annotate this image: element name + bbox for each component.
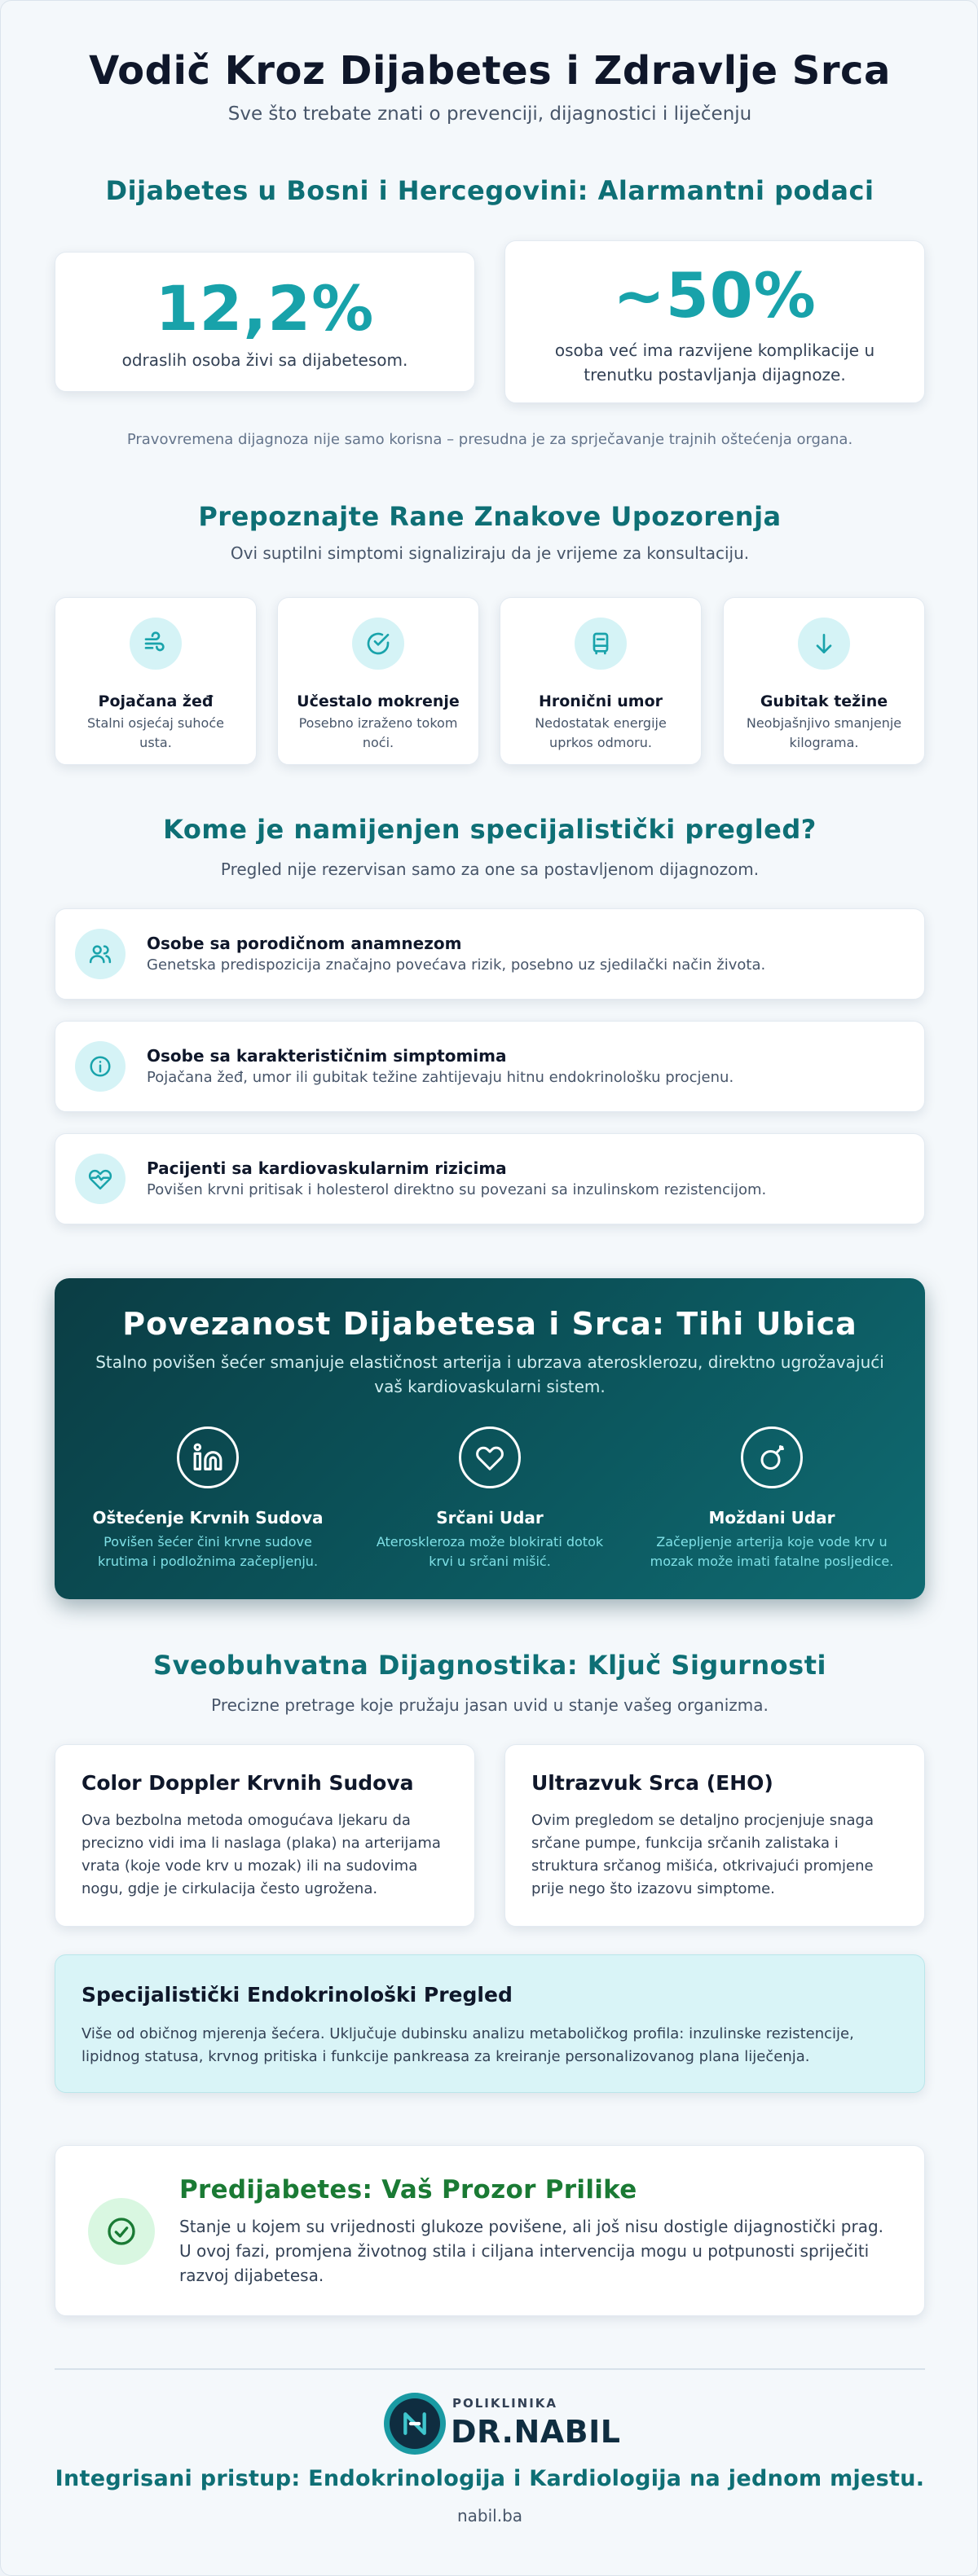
check-circle-icon	[88, 2198, 155, 2265]
check-circle-icon	[352, 618, 404, 670]
symptom-desc-line: uprkos odmoru.	[549, 735, 652, 750]
prediabetes-text-line: Stanje u kojem su vrijednosti glukoze povišene, ali još nisu dostigle dijagnostički prag.	[179, 2217, 884, 2236]
stat-text	[505, 338, 924, 387]
item-desc-line: Začepljenje arterija koje vode krv u	[656, 1534, 888, 1550]
symptom-card-urination	[277, 597, 479, 765]
section-heading: Prepoznajte Rane Znakove Upozorenja	[198, 501, 782, 532]
heart-link-item-vessels	[79, 1426, 337, 1572]
page-title: Vodič Kroz Dijabetes i Zdravlje Srca	[89, 48, 891, 94]
diag-text-line: Ova bezbolna metoda omogućava ljekaru da	[82, 1812, 411, 1829]
section-subheading: Ovi suptilni simptomi signaliziraju da je vrijeme za konsultaciju.	[230, 543, 750, 563]
logo-inner	[390, 2398, 440, 2449]
section-heading: Kome je namijenjen specijalistički pregled?	[163, 814, 817, 845]
symptom-title: Pojačana žeđ	[98, 692, 214, 710]
audience-desc: Genetska predispozicija značajno povećava rizik, posebno uz sjedilački način života.	[147, 956, 766, 974]
arrow-down-icon	[798, 618, 850, 670]
item-title: Oštećenje Krvnih Sudova	[92, 1508, 324, 1528]
bomb-icon	[741, 1426, 803, 1488]
symptom-title: Gubitak težine	[760, 692, 888, 710]
stat-text-line: trenutku postavljanja dijagnoze.	[584, 365, 846, 385]
diag-text-line: vrata (koje vode krv u mozak) ili na sudovima	[82, 1857, 418, 1875]
diag-text	[531, 1809, 898, 1901]
stats-section-title	[55, 175, 925, 206]
footer-text	[55, 2466, 925, 2525]
prediabetes-text-line: razvoj dijabetesa.	[179, 2266, 324, 2285]
wind-icon	[130, 618, 182, 670]
heart-link-item-stroke	[643, 1426, 901, 1572]
diag-text-line: Ovim pregledom se detaljno procjenjuje snaga	[531, 1812, 874, 1829]
diag-text-line: nogu, gdje je cirkulacija često ugrožena.	[82, 1880, 378, 1897]
diagnostics-header	[55, 1650, 925, 1715]
item-desc-line: krutima i podložnima začepljenju.	[97, 1554, 319, 1569]
symptom-desc-line: Stalni osjećaj suhoće	[87, 715, 224, 731]
bed-icon	[575, 618, 627, 670]
item-title: Moždani Udar	[708, 1508, 835, 1528]
section-subheading: Pregled nije rezervisan samo za one sa postavljenom dijagnozom.	[220, 859, 760, 879]
symptom-desc-line: Posebno izraženo tokom	[298, 715, 458, 731]
item-desc-line: krvi u srčani mišić.	[429, 1554, 551, 1569]
endo-text	[82, 2023, 898, 2068]
endo-exam-card	[55, 1954, 925, 2093]
symptom-desc-line: Neobjašnjivo smanjenje	[746, 715, 902, 731]
panel-subtitle	[55, 1350, 925, 1399]
audience-item-symptoms	[55, 1021, 925, 1112]
logo-name: DR.NABIL	[451, 2414, 621, 2450]
symptom-card-thirst	[55, 597, 257, 765]
item-desc	[79, 1532, 337, 1572]
symptom-card-fatigue	[500, 597, 702, 765]
diag-card-echo	[504, 1744, 925, 1927]
footer-url[interactable]: nabil.ba	[456, 2506, 523, 2525]
audience-header	[55, 814, 925, 879]
endo-title: Specijalistički Endokrinološki Pregled	[82, 1983, 513, 2007]
symptom-desc	[724, 714, 924, 753]
section-heading: Dijabetes u Bosni i Hercegovini: Alarmantni podaci	[105, 175, 874, 206]
info-icon	[75, 1041, 126, 1092]
diag-text	[82, 1809, 448, 1901]
panel-title: Povezanost Dijabetesa i Srca: Tihi Ubica	[122, 1306, 857, 1342]
audience-item-cardio-risk	[55, 1133, 925, 1224]
audience-item-family-history	[55, 908, 925, 1000]
diag-text-line: struktura srčanog mišića, otkrivajući promjene	[531, 1857, 874, 1875]
prediabetes-card	[55, 2145, 925, 2316]
symptom-desc	[278, 714, 478, 753]
heart-link-panel	[55, 1278, 925, 1599]
symptom-desc	[500, 714, 701, 753]
item-desc	[643, 1532, 901, 1572]
heart-icon	[459, 1426, 521, 1488]
audience-title: Osobe sa porodičnom anamnezom	[147, 934, 462, 953]
diag-card-doppler	[55, 1744, 475, 1927]
item-desc-line: Povišen šećer čini krvne sudove	[104, 1534, 312, 1550]
symptom-title: Hronični umor	[538, 692, 663, 710]
panel-subtitle-line: vaš kardiovaskularni sistem.	[374, 1377, 606, 1396]
logo-subtitle: POLIKLINIKA	[452, 2396, 558, 2411]
symptom-desc-line: kilograma.	[789, 735, 859, 750]
symptoms-header	[55, 501, 925, 563]
stat-value: 12,2%	[155, 272, 375, 345]
diag-text-line: precizno vidi ima li naslaga (plaka) na arterijama	[82, 1835, 441, 1852]
symptom-title: Učestalo mokrenje	[297, 692, 460, 710]
symptom-desc	[55, 714, 256, 753]
users-icon	[75, 929, 126, 979]
symptom-desc-line: noći.	[362, 735, 394, 750]
section-subheading: Precizne pretrage koje pružaju jasan uvid u stanje vašeg organizma.	[211, 1695, 769, 1715]
prediabetes-text	[179, 2214, 883, 2288]
page-subtitle: Sve što trebate znati o prevenciji, dijagnostici i liječenju	[227, 103, 752, 125]
audience-desc: Pojačana žeđ, umor ili gubitak težine zahtijevaju hitnu endokrinološku procjenu.	[147, 1069, 734, 1086]
diag-title: Ultrazvuk Srca (EHO)	[531, 1771, 773, 1795]
footer-tagline: Integrisani pristup: Endokrinologija i Kardiologija na jednom mjestu.	[55, 2466, 925, 2491]
diag-text-line: srčane pumpe, funkcija srčanih zalistaka i	[531, 1835, 839, 1852]
symptom-desc-line: Nedostatak energije	[535, 715, 667, 731]
item-desc-line: Ateroskleroza može blokirati dotok	[376, 1534, 604, 1550]
prediabetes-text-line: U ovoj fazi, promjena životnog stila i ciljana intervencija mogu u potpunosti spriječiti	[179, 2241, 870, 2261]
linkedin-icon	[177, 1426, 239, 1488]
stat-card-complications	[504, 240, 925, 403]
stat-text: odraslih osoba živi sa dijabetesom.	[121, 350, 408, 370]
diag-title: Color Doppler Krvnih Sudova	[82, 1771, 414, 1795]
section-heading: Sveobuhvatna Dijagnostika: Ključ Sigurnosti	[153, 1650, 826, 1681]
audience-title: Pacijenti sa kardiovaskularnim rizicima	[147, 1158, 507, 1178]
item-desc	[361, 1532, 619, 1572]
heart-link-item-heart-attack	[361, 1426, 619, 1572]
logo-mark-icon	[384, 2393, 446, 2455]
symptom-card-weight-loss	[723, 597, 925, 765]
endo-text-line: Više od običnog mjerenja šećera. Uključuje dubinsku analizu metaboličkog profila: inzulinske rezistencije,	[82, 2025, 854, 2042]
header	[55, 48, 925, 125]
endo-text-line: lipidnog statusa, krvnog pritiska i funkcije pankreasa za kreiranje personalizovanog plana liječenja.	[82, 2048, 810, 2065]
audience-desc: Povišen krvni pritisak i holesterol direktno su povezani sa inzulinskom rezistencijom.	[147, 1181, 767, 1198]
item-desc-line: mozak može imati fatalne posljedice.	[650, 1554, 894, 1569]
audience-title: Osobe sa karakterističnim simptomima	[147, 1046, 507, 1066]
prediabetes-title: Predijabetes: Vaš Prozor Prilike	[179, 2175, 637, 2205]
symptom-desc-line: usta.	[139, 735, 172, 750]
panel-subtitle-line: Stalno povišen šećer smanjuje elastičnost arterija i ubrzava aterosklerozu, direktno ugrožavajući	[95, 1352, 884, 1372]
stats-note	[55, 431, 925, 448]
stat-value: ~50%	[613, 259, 817, 332]
note-text: Pravovremena dijagnoza nije samo korisna – presudna je za sprječavanje trajnih oštećenja organa.	[126, 431, 853, 448]
clinic-logo	[384, 2393, 621, 2458]
diag-text-line: prije nego što izazovu simptome.	[531, 1880, 775, 1897]
footer-divider	[55, 2368, 925, 2370]
heart-pulse-icon	[75, 1154, 126, 1204]
stat-text-line: osoba već ima razvijene komplikacije u	[554, 341, 875, 360]
item-title: Srčani Udar	[436, 1508, 544, 1528]
stat-card-prevalence	[55, 252, 475, 392]
